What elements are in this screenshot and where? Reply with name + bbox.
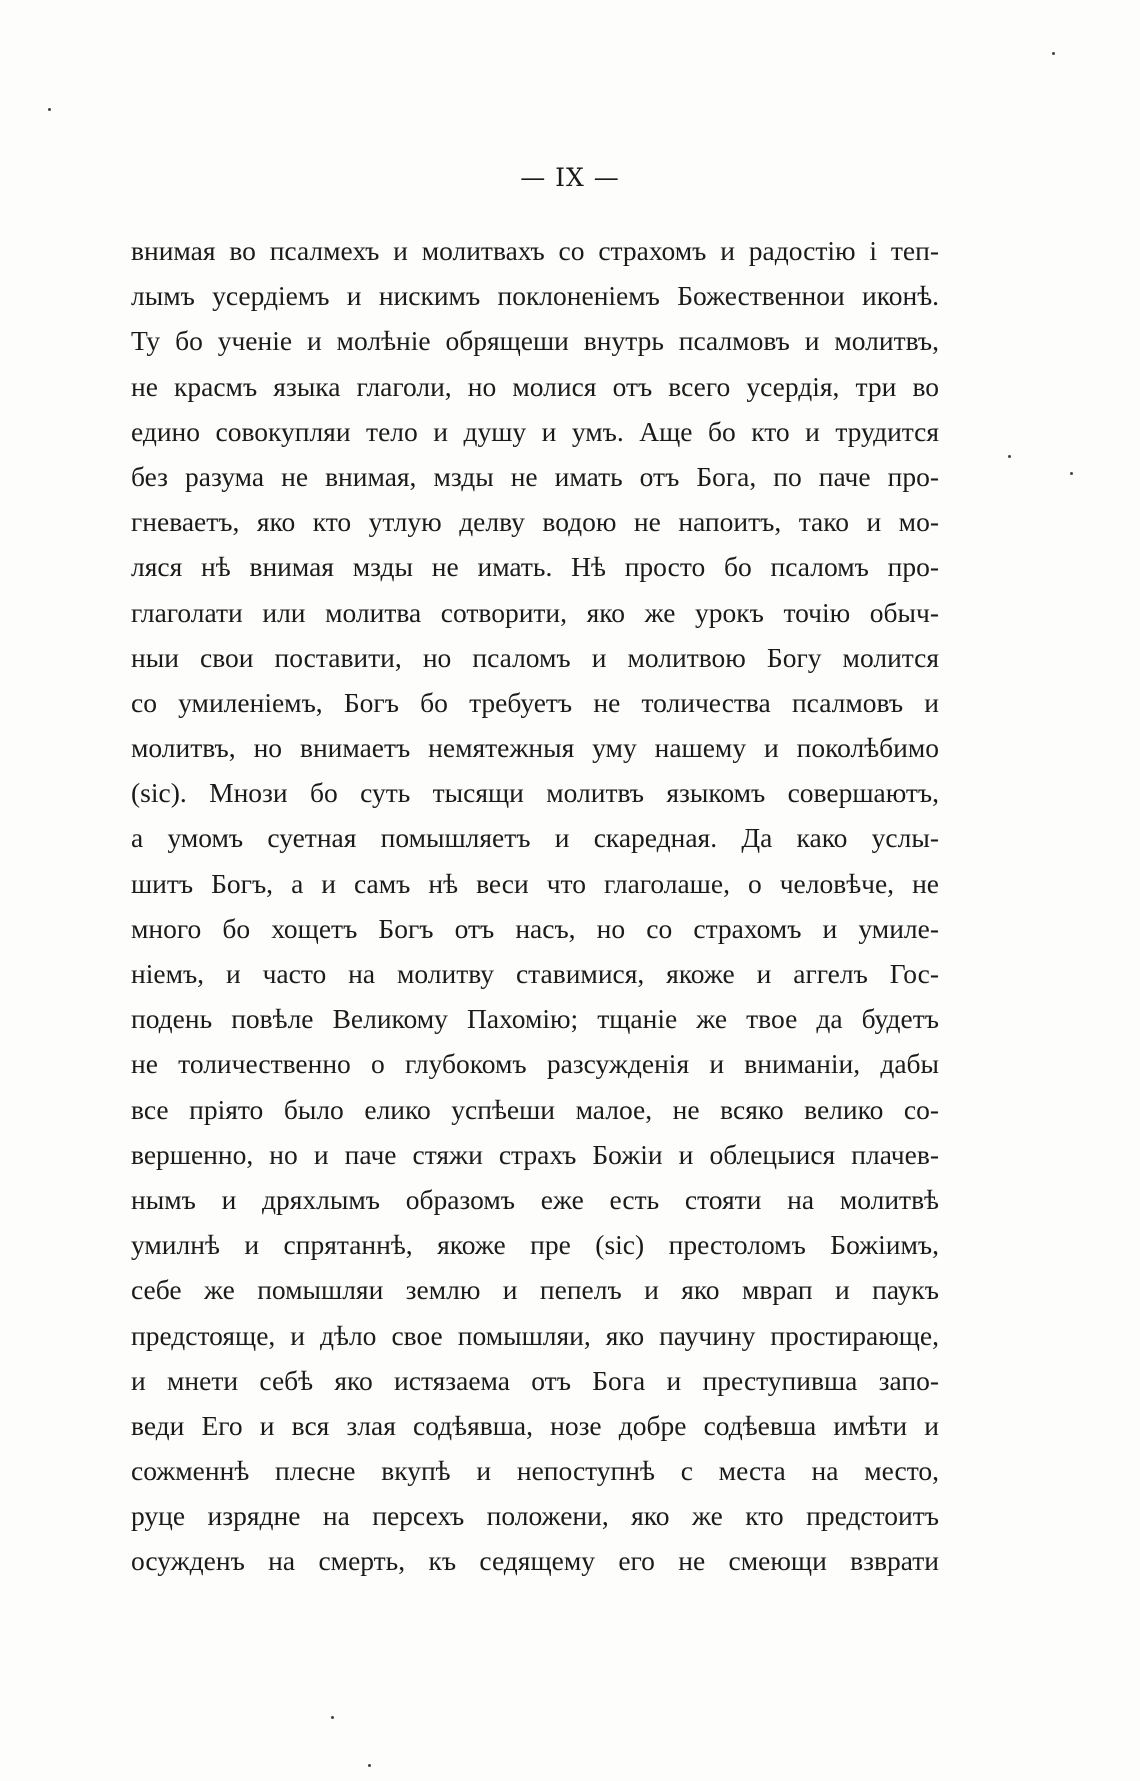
text-line: лымъ усердіемъ и нискимъ поклоненіемъ Божественнои иконѣ. xyxy=(131,280,939,312)
scan-speck xyxy=(1008,455,1011,458)
scan-speck xyxy=(1052,52,1055,55)
text-line: себе же помышляи землю и пепелъ и яко мврап и паукъ xyxy=(131,1274,939,1306)
text-line: и мнети себѣ яко истязаема отъ Бога и преступивша запо- xyxy=(131,1364,939,1396)
text-line: (sic). Мнози бо суть тысящи молитвъ языкомъ совершаютъ, xyxy=(131,777,939,809)
text-line: осужденъ на смерть, къ седящему его не смеющи взврати xyxy=(131,1545,939,1577)
text-line: сожменнѣ плесне вкупѣ и непоступнѣ с места на место, xyxy=(131,1455,939,1487)
text-line: без разума не внимая, мзды не имать отъ Бога, по паче про- xyxy=(131,460,939,492)
scan-speck xyxy=(48,108,51,111)
scan-speck xyxy=(1070,472,1073,475)
text-line: не толичественно о глубокомъ разсужденія и вниманіи, дабы xyxy=(131,1048,939,1080)
text-line: внимая во псалмехъ и молитвахъ со страхомъ и радостію і теп- xyxy=(131,235,939,266)
text-line: молитвъ, но внимаетъ немятежныя уму нашему и поколѣбимо xyxy=(131,732,939,764)
text-line: вершенно, но и паче стяжи страхъ Божіи и облецыися плачев- xyxy=(131,1138,939,1170)
text-line: веди Его и вся злая содѣявша, нозе добре содѣевша имѣти и xyxy=(131,1409,939,1441)
text-line: все пріято было елико успѣеши малое, не всяко велико со- xyxy=(131,1093,939,1125)
text-line: ныи свои поставити, но псаломъ и молитвою Богу молится xyxy=(131,641,939,673)
text-line: подень повѣле Великому Пахомію; тщаніе же твое да будетъ xyxy=(131,1003,939,1035)
text-line: а умомъ суетная помышляетъ и скаредная. Да како услы- xyxy=(131,822,939,854)
text-line: шитъ Богъ, а и самъ нѣ веси что глаголаше, о человѣче, не xyxy=(131,867,939,899)
text-line: много бо хощетъ Богъ отъ насъ, но со страхомъ и умиле- xyxy=(131,912,939,944)
text-line: Ту бо ученіе и молѣніе обрящеши внутрь псалмовъ и молитвъ, xyxy=(131,325,939,357)
text-line: нымъ и дряхлымъ образомъ еже есть стояти на молитвѣ xyxy=(131,1183,939,1215)
scan-speck xyxy=(331,1716,334,1719)
body-text xyxy=(131,228,939,1584)
page-number: — IX — xyxy=(520,163,620,192)
text-line: ляся нѣ внимая мзды не имать. Нѣ просто бо псаломъ про- xyxy=(131,551,939,583)
text-line: гневаетъ, яко кто утлую делву водою не напоитъ, тако и мо- xyxy=(131,506,939,538)
text-line: едино совокупляи тело и душу и умъ. Аще бо кто и трудится xyxy=(131,415,939,447)
text-line: руце изрядне на персехъ положени, яко же кто предстоитъ xyxy=(131,1500,939,1532)
text-line: предстояще, и дѣло свое помышляи, яко паучину простирающе, xyxy=(131,1319,939,1351)
text-line: умилнѣ и спрятаннѣ, якоже пре (sic) престоломъ Божіимъ, xyxy=(131,1229,939,1261)
text-line: не красмъ языка глаголи, но молися отъ всего усердія, три во xyxy=(131,370,939,402)
text-line: глаголати или молитва сотворити, яко же урокъ точію обыч- xyxy=(131,596,939,628)
scan-speck xyxy=(368,1764,371,1767)
text-line: ніемъ, и часто на молитву ставимися, якоже и аггелъ Гос- xyxy=(131,958,939,989)
text-line: со умиленіемъ, Богъ бо требуетъ не толичества псалмовъ и xyxy=(131,686,939,718)
